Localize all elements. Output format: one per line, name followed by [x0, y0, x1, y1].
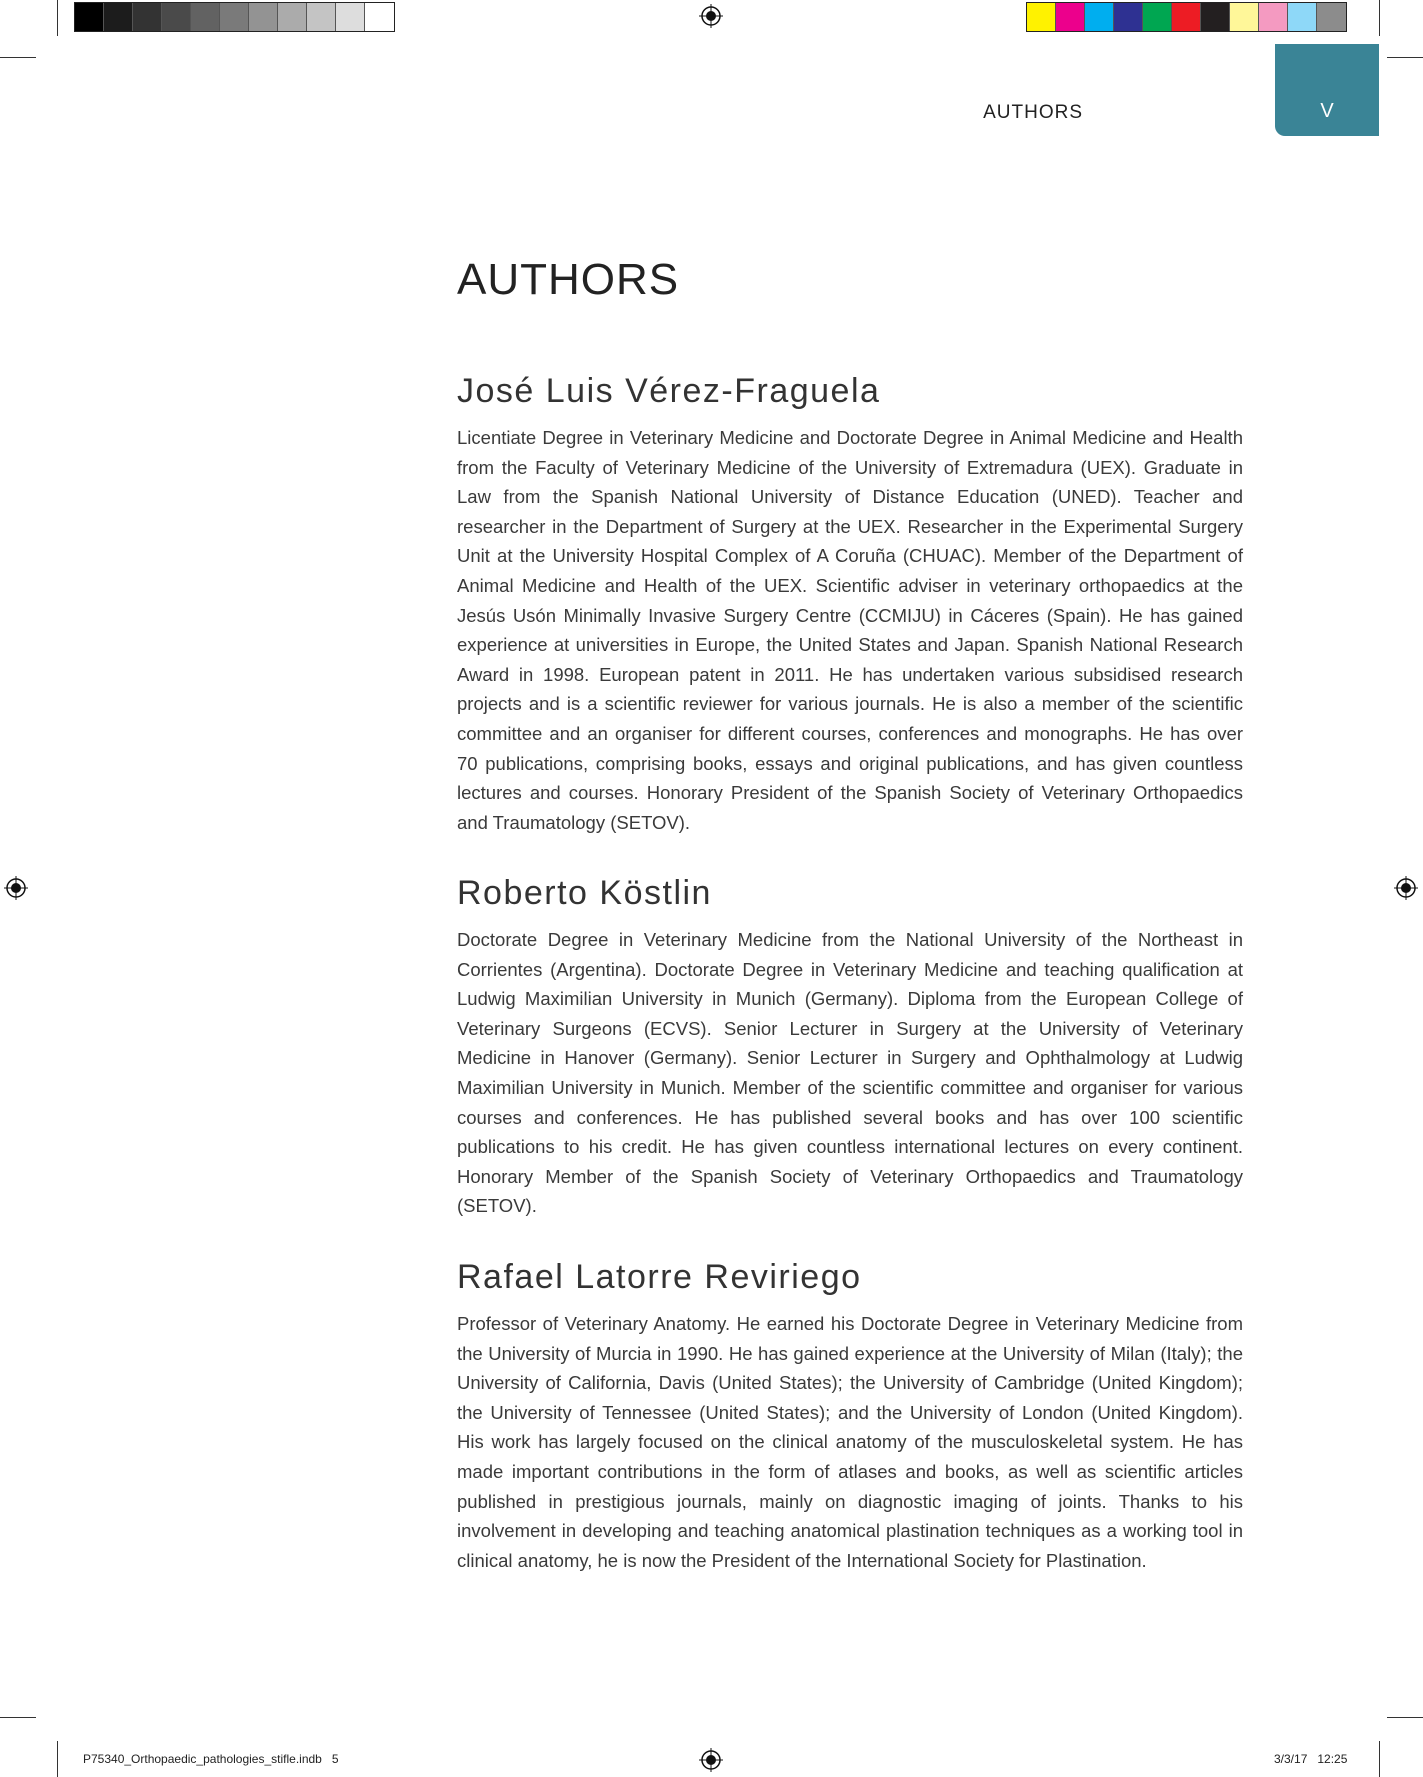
author-name: José Luis Vérez-Fraguela [457, 372, 881, 410]
author-bio: Professor of Veterinary Anatomy. He earned his Doctorate Degree in Veterinary Medicine from the University of Murcia in 1990. He has gained experience at the University of Milan (Italy); the University of California, Davis (United States); the University of Cambridge (United Kingdom); the University of Tennessee (United States); and the University of London (United Kingdom). His work has largely focused on the clinical anatomy of the musculoskeletal system. He has made important contributions in the form of atlases and books, as well as scientific articles published in prestigious journals, mainly on diagnostic imaging of joints. Thanks to his involvement in developing and teaching anatomical plastination techniques as a working tool in clinical anatomy, he is now the President of the International Society for Plastination. [457, 1313, 1243, 1571]
author-name: Roberto Köstlin [457, 874, 712, 912]
color-swatch [220, 3, 249, 31]
color-swatch [307, 3, 336, 31]
color-swatch [365, 3, 394, 31]
grayscale-color-bar [74, 2, 395, 32]
color-swatch [1143, 3, 1172, 31]
color-swatch [1317, 3, 1346, 31]
color-swatch [1288, 3, 1317, 31]
registration-mark-icon [4, 876, 28, 900]
color-swatch [133, 3, 162, 31]
color-swatch [1172, 3, 1201, 31]
slug-filename: P75340_Orthopaedic_pathologies_stifle.indb 5 [83, 1752, 339, 1766]
color-swatch [1056, 3, 1085, 31]
registration-mark-icon [1394, 876, 1418, 900]
crop-mark [1387, 57, 1423, 58]
registration-mark-icon [699, 4, 723, 28]
color-swatch [1114, 3, 1143, 31]
color-swatch [104, 3, 133, 31]
crop-mark [0, 1717, 36, 1718]
crop-mark [1379, 1741, 1380, 1777]
page-number-tab [1275, 44, 1379, 136]
process-color-bar [1026, 2, 1347, 32]
crop-mark [57, 1741, 58, 1777]
color-swatch [1201, 3, 1230, 31]
slug-date: 3/3/17 12:25 [1274, 1752, 1348, 1766]
running-head: AUTHORS [983, 102, 1083, 123]
color-swatch [249, 3, 278, 31]
color-swatch [336, 3, 365, 31]
color-swatch [1085, 3, 1114, 31]
color-swatch [162, 3, 191, 31]
color-swatch [1259, 3, 1288, 31]
color-swatch [75, 3, 104, 31]
color-swatch [191, 3, 220, 31]
crop-mark [1387, 1717, 1423, 1718]
author-name: Rafael Latorre Reviriego [457, 1258, 862, 1296]
crop-mark [57, 0, 58, 36]
color-swatch [278, 3, 307, 31]
page-number: V [1320, 100, 1334, 122]
author-bio: Licentiate Degree in Veterinary Medicine and Doctorate Degree in Animal Medicine and Health from the Faculty of Veterinary Medicine of the University of Extremadura (UEX). Graduate in Law from the Spanish National University of Distance Education (UNED). Teacher and researcher in the Department of Surgery at the UEX. Researcher in the Experimental Surgery Unit at the University Hospital Complex of A Coruña (CHUAC). Member of the Department of Animal Medicine and Health of the UEX. Scientific adviser in veterinary orthopaedics at the Jesús Usón Minimally Invasive Surgery Centre (CCMIJU) in Cáceres (Spain). He has gained experience at universities in Europe, the United States and Japan. Spanish National Research Award in 1998. European patent in 2011. He has undertaken various subsidised research projects and is a scientific reviewer for various journals. He is also a member of the scientific committee and an organiser for different courses, conferences and monographs. He has over 70 publications, comprising books, essays and original publications, and has given countless lectures and courses. Honorary President of the Spanish Society of Veterinary Orthopaedics and Traumatology (SETOV). [457, 427, 1243, 833]
color-swatch [1027, 3, 1056, 31]
registration-mark-icon [699, 1748, 723, 1772]
author-bio: Doctorate Degree in Veterinary Medicine from the National University of the Northeast in Corrientes (Argentina). Doctorate Degree in Veterinary Medicine and teaching qualification at Ludwig Maximilian University in Munich (Germany). Diploma from the European College of Veterinary Surgeons (ECVS). Senior Lecturer in Surgery at the University of Veterinary Medicine in Hanover (Germany). Senior Lecturer in Surgery and Ophthalmology at Ludwig Maximilian University in Munich. Member of the scientific committee and organiser for various courses and conferences. He has published several books and has over 100 scientific publications to his credit. He has given countless international lectures on every continent. Honorary Member of the Spanish Society of Veterinary Orthopaedics and Traumatology (SETOV). [457, 929, 1243, 1217]
crop-mark [1379, 0, 1380, 36]
color-swatch [1230, 3, 1259, 31]
crop-mark [0, 57, 36, 58]
page-title: AUTHORS [457, 255, 680, 304]
